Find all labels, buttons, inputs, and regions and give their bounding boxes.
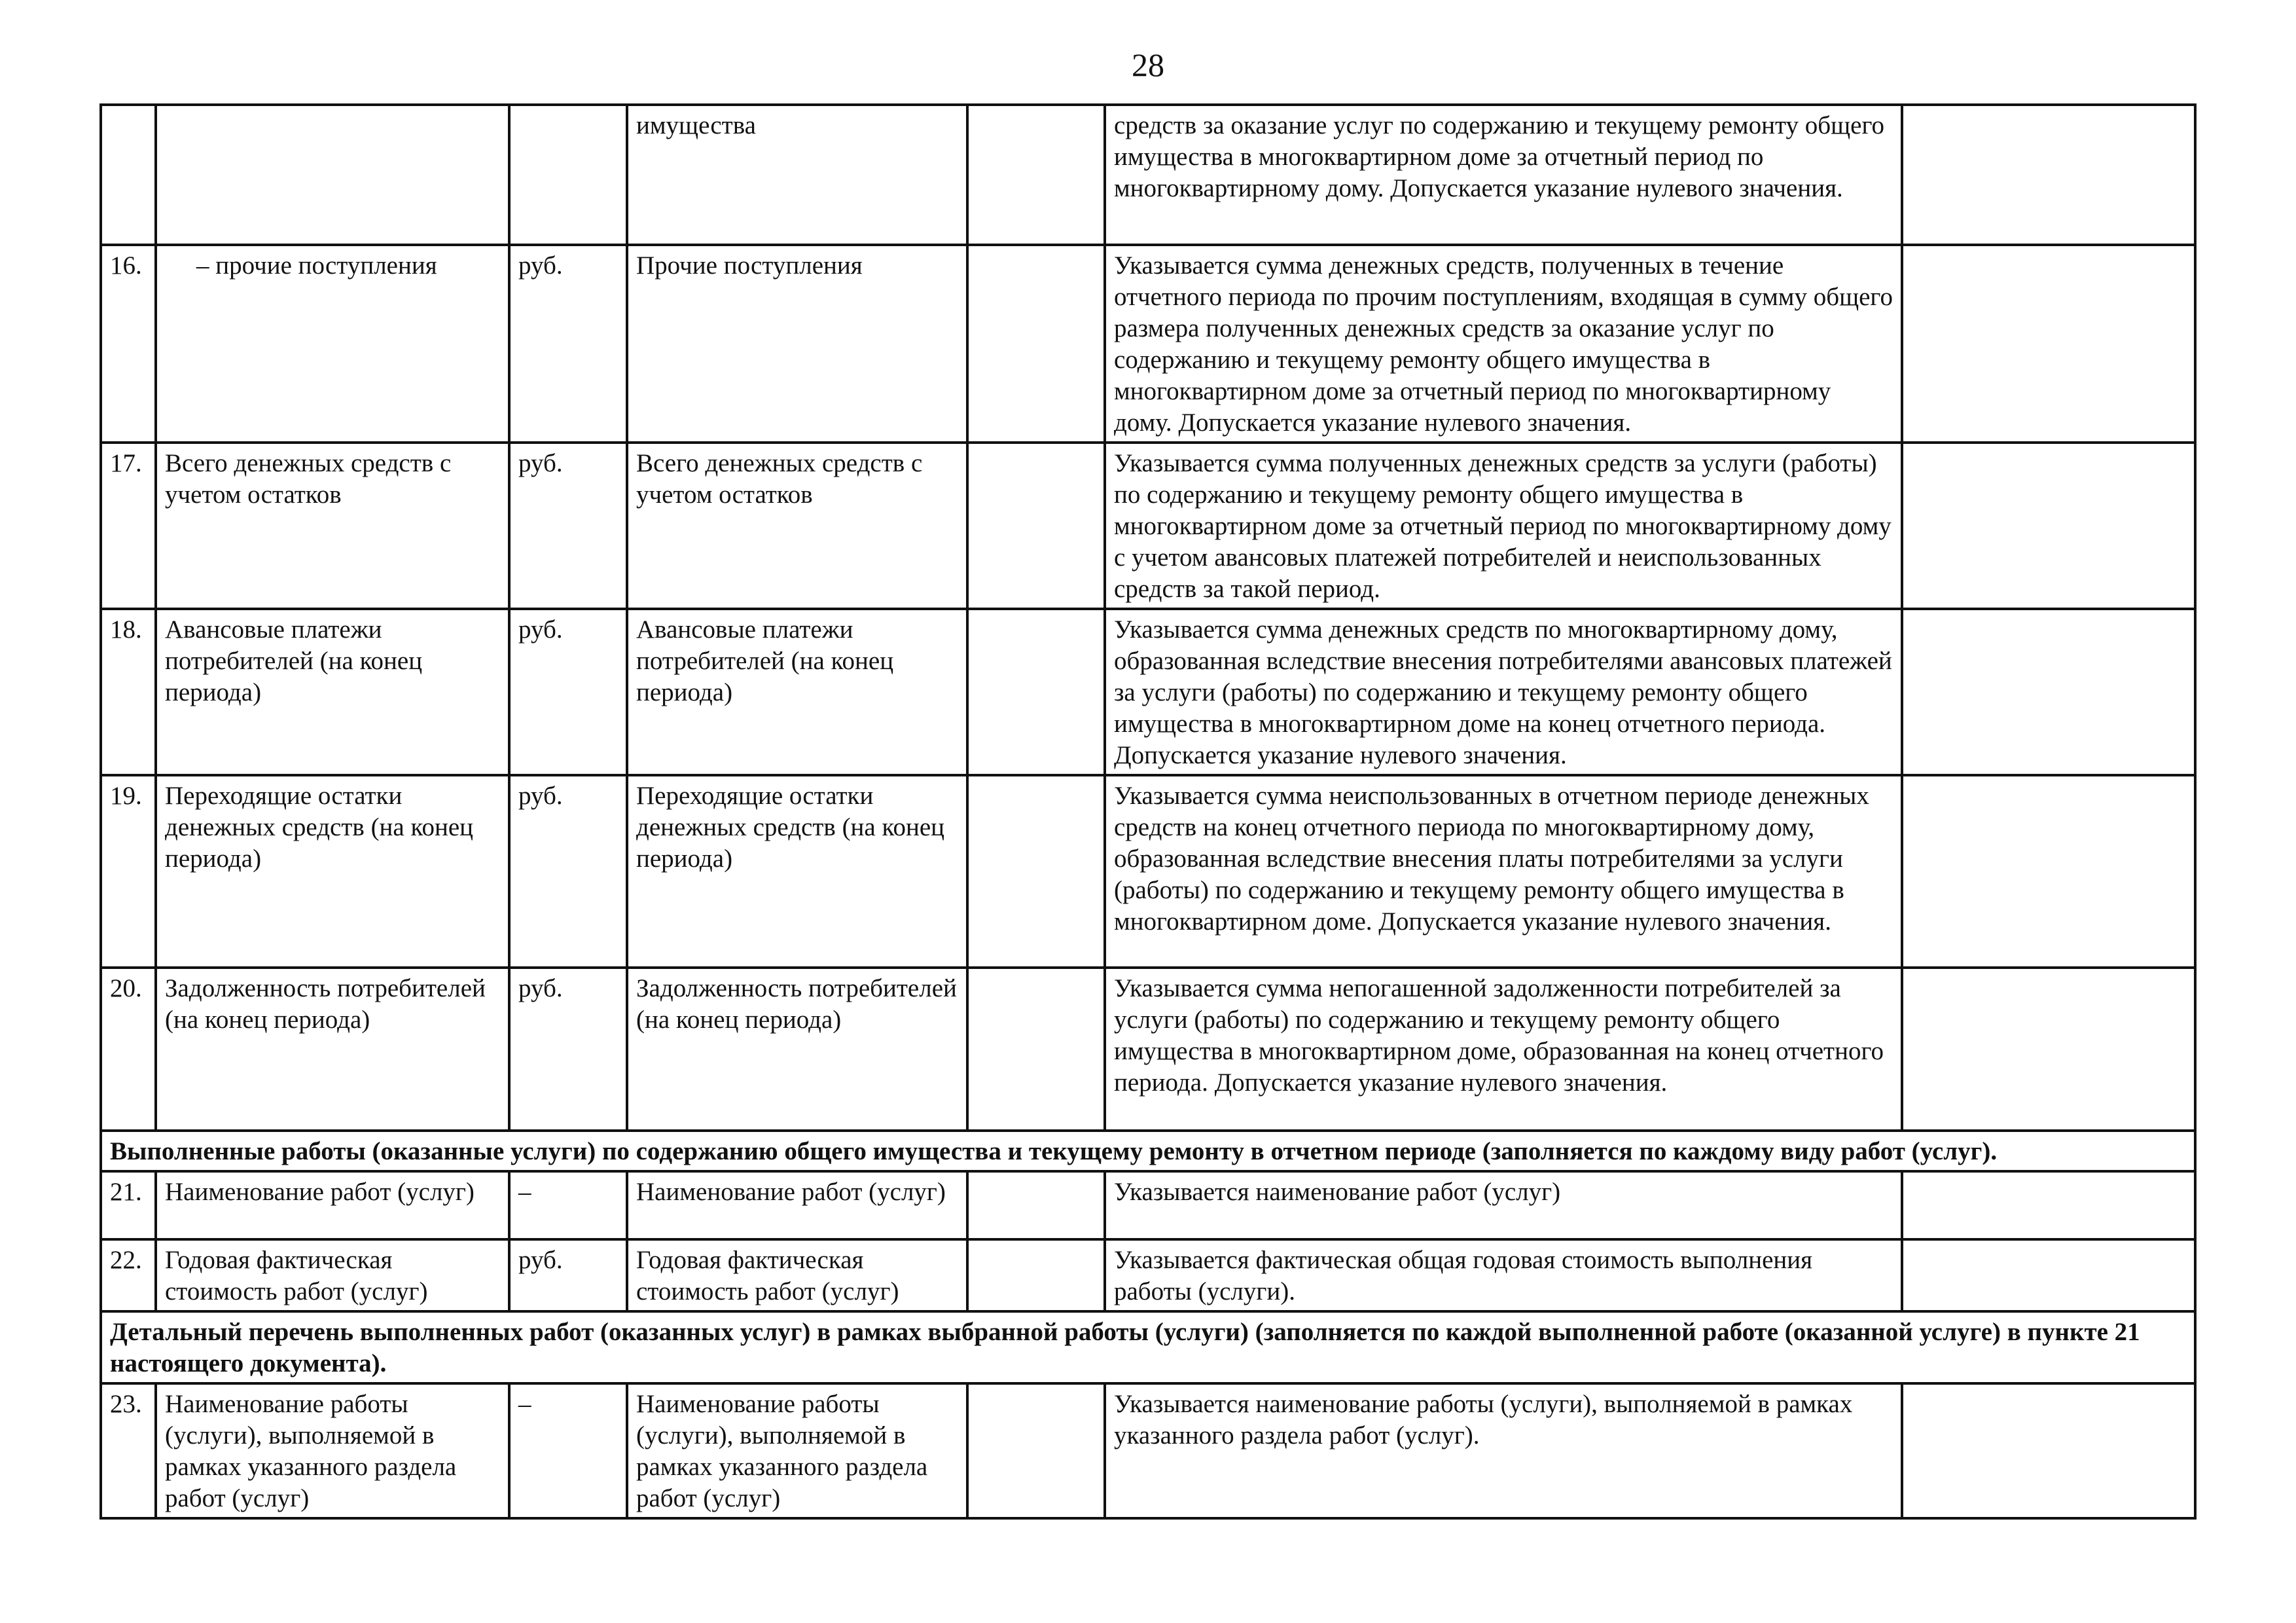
row-empty-cell: [967, 1383, 1105, 1518]
row-note-cell: [1902, 609, 2195, 775]
table-row: [101, 775, 2195, 968]
row-unit-cell: руб.: [509, 443, 627, 609]
row-name-cell: Годовая фактическая стоимость работ (услуг): [156, 1239, 509, 1311]
row-number-cell: 23.: [101, 1383, 156, 1518]
row-field-cell: Годовая фактическая стоимость работ (услуг): [627, 1239, 967, 1311]
section-header-row: [101, 1311, 2195, 1383]
row-field-cell: Наименование работ (услуг): [627, 1171, 967, 1239]
table-row: [101, 1171, 2195, 1239]
row-note-cell: [1902, 105, 2195, 245]
row-number-cell: 17.: [101, 443, 156, 609]
row-unit-cell: руб.: [509, 245, 627, 443]
row-field-cell: Всего денежных средств с учетом остатков: [627, 443, 967, 609]
row-name-cell: Переходящие остатки денежных средств (на конец периода): [156, 775, 509, 968]
row-field-cell: Переходящие остатки денежных средств (на конец периода): [627, 775, 967, 968]
row-empty-cell: [967, 968, 1105, 1131]
report-table: [99, 103, 2197, 1520]
row-note-cell: [1902, 1383, 2195, 1518]
row-note-cell: [1902, 1239, 2195, 1311]
row-unit-cell: –: [509, 1171, 627, 1239]
row-note-cell: [1902, 443, 2195, 609]
table-row: [101, 443, 2195, 609]
row-description-cell: Указывается фактическая общая годовая стоимость выполнения работы (услуги).: [1105, 1239, 1902, 1311]
table-row: [101, 968, 2195, 1131]
row-number-cell: 19.: [101, 775, 156, 968]
row-description-cell: Указывается сумма полученных денежных средств за услуги (работы) по содержанию и текущему ремонту общего имущества в многоквартирном доме за отчетный период по многоквартирному дому с учетом авансовых платежей потребителей и неиспользованных средств за такой период.: [1105, 443, 1902, 609]
row-name-cell: Наименование работы (услуги), выполняемой в рамках указанного раздела работ (услуг): [156, 1383, 509, 1518]
row-field-cell: Прочие поступления: [627, 245, 967, 443]
table-row: [101, 1239, 2195, 1311]
row-empty-cell: [967, 1239, 1105, 1311]
row-field-cell: Авансовые платежи потребителей (на конец периода): [627, 609, 967, 775]
row-description-cell: Указывается сумма неиспользованных в отчетном периоде денежных средств на конец отчетного периода по многоквартирному дому, образованная вследствие внесения платы потребителями за услуги (работы) по содержанию и текущему ремонту общего имущества в многоквартирном доме. Допускается указание нулевого значения.: [1105, 775, 1902, 968]
row-empty-cell: [967, 1171, 1105, 1239]
row-number-cell: 16.: [101, 245, 156, 443]
row-number-cell: 18.: [101, 609, 156, 775]
row-description-cell: средств за оказание услуг по содержанию и текущему ремонту общего имущества в многоквартирном доме за отчетный период по многоквартирному дому. Допускается указание нулевого значения.: [1105, 105, 1902, 245]
section-heading: Детальный перечень выполненных работ (оказанных услуг) в рамках выбранной работы (услуги) (заполняется по каждой выполненной работе (оказанной услуге) в пункте 21 настоящего документа).: [101, 1311, 2195, 1383]
row-description-cell: Указывается сумма денежных средств по многоквартирному дому, образованная вследствие внесения потребителями авансовых платежей за услуги (работы) по содержанию и текущему ремонту общего имущества в многоквартирном доме на конец отчетного периода. Допускается указание нулевого значения.: [1105, 609, 1902, 775]
row-unit-cell: руб.: [509, 968, 627, 1131]
row-unit-cell: руб.: [509, 609, 627, 775]
row-note-cell: [1902, 968, 2195, 1131]
row-name-cell: Наименование работ (услуг): [156, 1171, 509, 1239]
row-empty-cell: [967, 775, 1105, 968]
row-name-cell: Задолженность потребителей (на конец периода): [156, 968, 509, 1131]
row-description-cell: Указывается сумма непогашенной задолженности потребителей за услуги (работы) по содержанию и текущему ремонту общего имущества в многоквартирном доме, образованная на конец отчетного периода. Допускается указание нулевого значения.: [1105, 968, 1902, 1131]
row-number-cell: 21.: [101, 1171, 156, 1239]
page-number: 28: [1132, 46, 1164, 83]
section-header-row: [101, 1131, 2195, 1171]
row-unit-cell: руб.: [509, 775, 627, 968]
row-note-cell: [1902, 245, 2195, 443]
row-name-cell: Авансовые платежи потребителей (на конец периода): [156, 609, 509, 775]
row-number-cell: 22.: [101, 1239, 156, 1311]
row-empty-cell: [967, 609, 1105, 775]
row-description-cell: Указывается наименование работ (услуг): [1105, 1171, 1902, 1239]
row-field-cell: Наименование работы (услуги), выполняемой в рамках указанного раздела работ (услуг): [627, 1383, 967, 1518]
row-name-cell: Всего денежных средств с учетом остатков: [156, 443, 509, 609]
row-empty-cell: [967, 245, 1105, 443]
row-unit-cell: –: [509, 1383, 627, 1518]
row-description-cell: Указывается сумма денежных средств, полученных в течение отчетного периода по прочим поступлениям, входящая в сумму общего размера полученных денежных средств за оказание услуг по содержанию и текущему ремонту общего имущества в многоквартирном доме за отчетный период по многоквартирному дому. Допускается указание нулевого значения.: [1105, 245, 1902, 443]
table-row: [101, 245, 2195, 443]
row-field-cell: имущества: [627, 105, 967, 245]
row-unit-cell: руб.: [509, 1239, 627, 1311]
row-field-cell: Задолженность потребителей (на конец периода): [627, 968, 967, 1131]
row-description-cell: Указывается наименование работы (услуги), выполняемой в рамках указанного раздела работ (услуг).: [1105, 1383, 1902, 1518]
row-empty-cell: [967, 443, 1105, 609]
section-heading: Выполненные работы (оказанные услуги) по содержанию общего имущества и текущему ремонту в отчетном периоде (заполняется по каждому виду работ (услуг).: [101, 1131, 2195, 1171]
row-name-cell: – прочие поступления: [156, 245, 509, 443]
row-unit-cell: [509, 105, 627, 245]
row-note-cell: [1902, 775, 2195, 968]
row-name-cell: [156, 105, 509, 245]
row-empty-cell: [967, 105, 1105, 245]
table-row: [101, 609, 2195, 775]
table-row: [101, 105, 2195, 245]
row-number-cell: [101, 105, 156, 245]
table-row: [101, 1383, 2195, 1518]
row-note-cell: [1902, 1171, 2195, 1239]
row-number-cell: 20.: [101, 968, 156, 1131]
